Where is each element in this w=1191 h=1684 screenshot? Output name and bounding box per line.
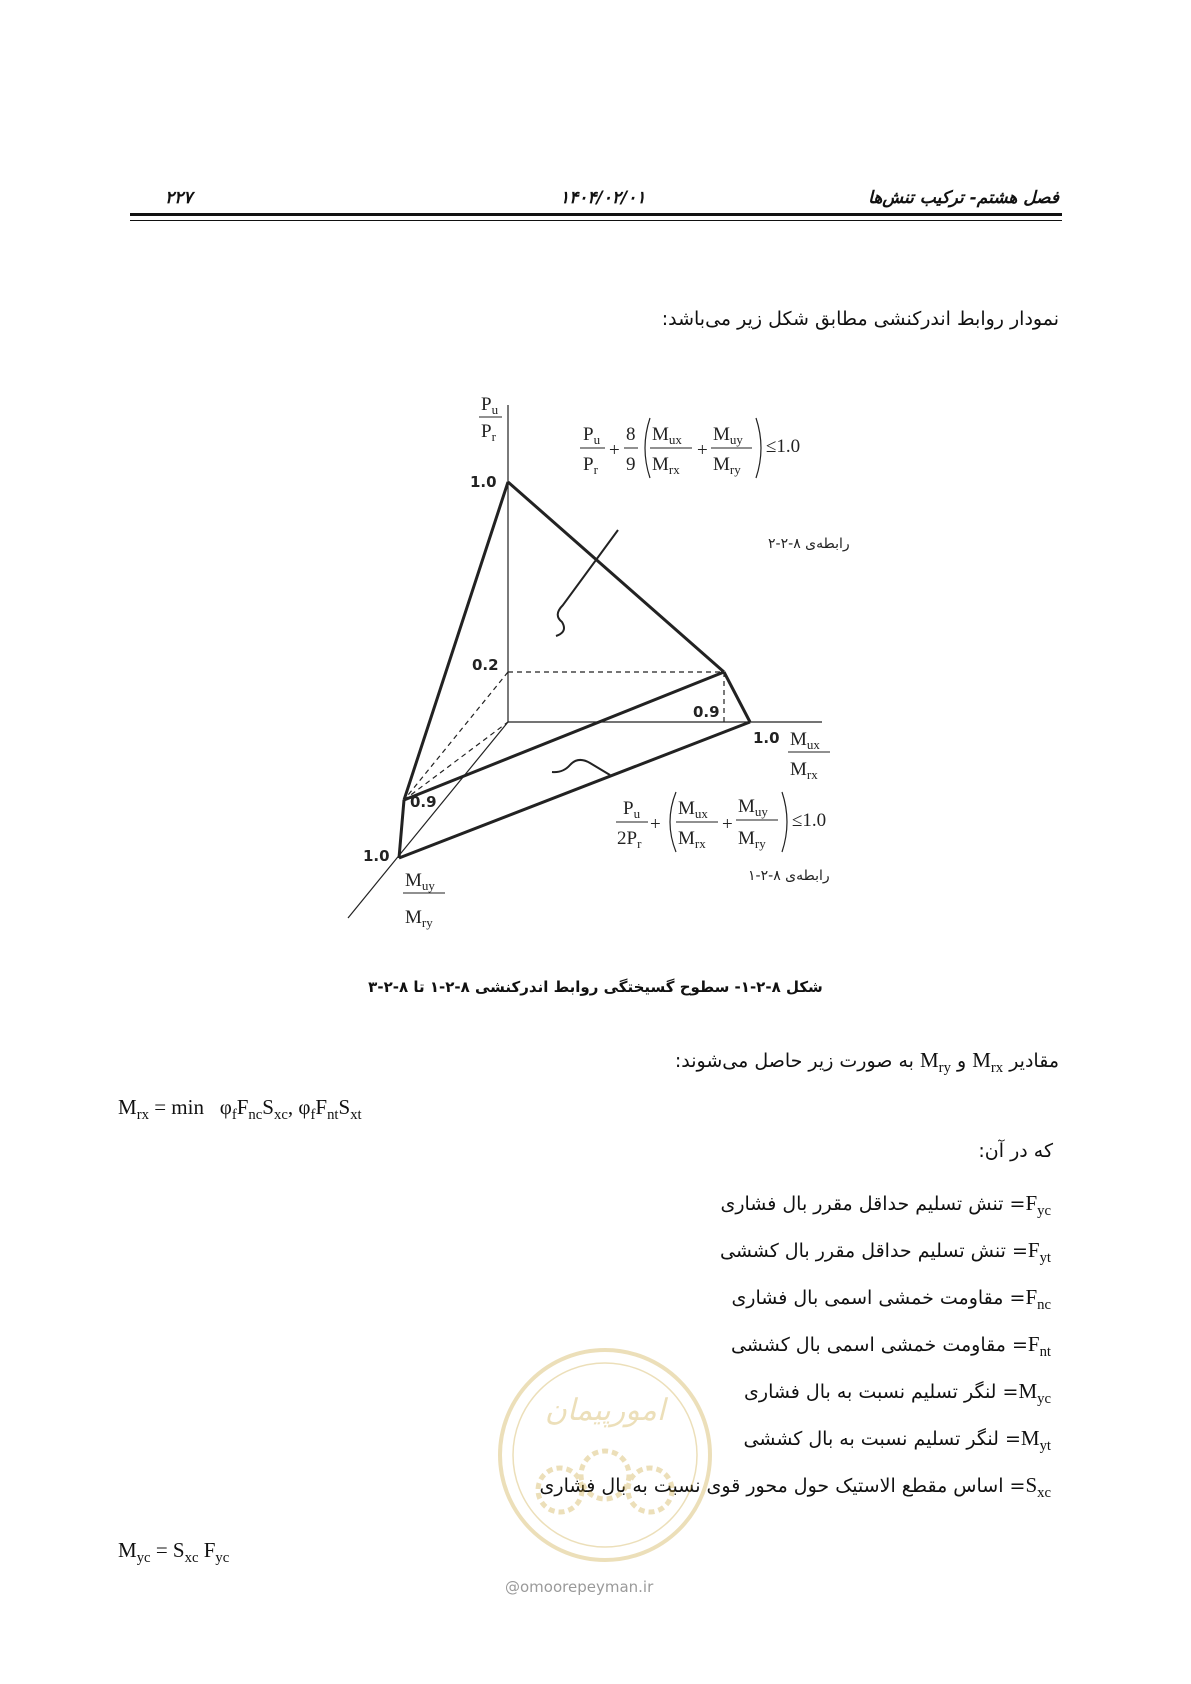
tick-0-9-right: 0.9 [693,703,720,721]
lower-eq-limit: ≤1.0 [792,810,827,831]
watermark-logo-text: امورپیمان [544,1393,666,1428]
page-number: ۲۲۷ [165,188,193,208]
eq-lower-label: رابطه‌ی ۸-۲-۱ [748,868,830,884]
values-paragraph: مقادیر $M_{rx}$ و $M_{ry}$ به صورت زیر حاصل می‌شوند: [674,1048,1059,1077]
svg-text:Mux: $M_{ux}$ [652,424,682,447]
tick-1-0-right: 1.0 [753,729,780,747]
upper-leader [556,530,618,636]
at-icon: @ [505,1578,520,1596]
edge-left-foot [399,800,404,858]
svg-text:Muy: $M_{uy}$ [405,870,435,893]
svg-text:Mrx: $M_{rx}$ [678,828,706,851]
formula-mrx: $M_{rx} = \min \varphi_fF_{nc}S_{xc}$, $\varphi_fF_{nt}S_{xt}$ [118,1095,362,1124]
svg-text:Mry: $M_{ry}$ [713,454,741,477]
svg-text:2Pr: $2P_r$ [617,828,642,851]
edge-mid [404,672,724,800]
svg-text:Mux: $M_{ux}$ [790,729,820,752]
figure-caption: شکل ۸-۲-۱- سطوح گسیختگی روابط اندرکنشی ۸-۲-۱ تا ۸-۲-۳ [368,978,823,996]
definition-row: $F_{nc}=$ مقاومت خمشی اسمی بال فشاری [731,1285,1051,1314]
svg-text:+: + [697,440,708,461]
edge-apex-left [404,482,508,800]
edge-right-foot [724,672,750,722]
svg-text:9: 9 [626,454,636,475]
lower-leader [552,760,610,775]
watermark-url: @omoorepeyman.ir [505,1578,654,1596]
tick-0-2: 0.2 [472,656,499,674]
svg-text:+: + [722,814,733,835]
tick-apex: 1.0 [470,473,497,491]
formula-myc: $M_{yc} = S_{xc}$ $F_{yc}$ [118,1538,230,1567]
watermark-logo [490,1340,720,1570]
header-date: ۱۴۰۴/۰۲/۰۱ [560,188,646,208]
svg-text:Mry: $M_{ry}$ [738,828,766,851]
where-text: که در آن: [978,1140,1053,1162]
svg-text:Muy: $M_{uy}$ [713,424,743,447]
svg-text:Mrx: $M_{rx}$ [790,759,818,782]
svg-text:Pu: $P_u$ [623,798,641,821]
svg-text:Pr: $P_r$ [583,454,598,477]
tick-1-0-left: 1.0 [363,847,390,865]
chapter-title: فصل هشتم- ترکیب تنش‌ها [868,188,1059,208]
tick-0-9-left: 0.9 [410,793,437,811]
definition-row: $M_{yt}=$ لنگر تسلیم نسبت به بال کششی [743,1426,1051,1455]
svg-text:+: + [609,440,620,461]
definition-row: $S_{xc}=$ اساس مقطع الاستیک حول محور قوی نسبت به بال فشاری [539,1473,1051,1502]
svg-text:Pu: $P_u$ [583,424,601,447]
svg-text:+: + [650,814,661,835]
svg-text:Muy: $M_{uy}$ [738,796,768,819]
upper-eq-limit: ≤1.0 [766,436,801,457]
svg-text:Mrx: $M_{rx}$ [652,454,680,477]
definition-row: $F_{yt}=$ تنش تسلیم حداقل مقرر بال کششی [719,1238,1051,1267]
svg-text:Pr: $P_r$ [481,421,496,444]
definition-row: $M_{yc}=$ لنگر تسلیم نسبت به بال فشاری [744,1379,1051,1408]
definition-row: $F_{nt}=$ مقاومت خمشی اسمی بال کششی [730,1332,1051,1361]
definition-row: $F_{yc}=$ تنش تسلیم حداقل مقرر بال فشاری [720,1191,1051,1220]
intro-paragraph: نمودار روابط اندرکنشی مطابق شکل زیر می‌باشد: [661,308,1059,330]
svg-text:Mry: $M_{ry}$ [405,907,433,930]
svg-text:Pu: $P_u$ [481,394,499,417]
svg-text:8: 8 [626,424,636,445]
edge-apex-right [508,482,724,672]
eq-upper-label: رابطه‌ی ۸-۲-۲ [768,536,850,552]
svg-text:Mux: $M_{ux}$ [678,798,708,821]
